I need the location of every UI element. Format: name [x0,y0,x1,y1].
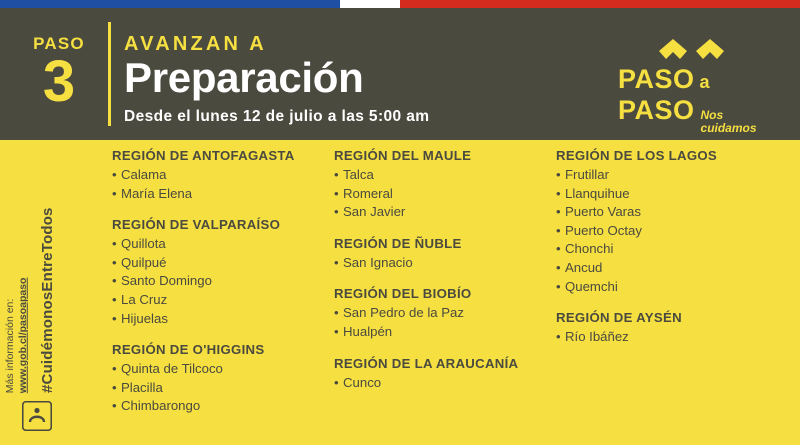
regions-column [112,148,334,440]
commune-item: • Río Ibáñez [556,328,778,347]
chevrons-group [658,36,778,60]
step-badge [18,26,100,118]
brand-tagline: Nos cuidamos [700,108,757,135]
commune-item: • Calama [112,166,334,185]
gobierno-de-chile-logo [22,401,52,431]
chile-flag-strip [0,0,800,8]
commune-item: • Llanquihue [556,185,778,204]
commune-item: • Frutillar [556,166,778,185]
commune-item: • Ancud [556,259,778,278]
region-title: REGIÓN DE LA ARAUCANÍA [334,355,519,371]
region-group [112,342,334,416]
commune-item: • San Ignacio [334,254,556,273]
header-phase-title: Preparación [124,54,364,101]
region-title: REGIÓN DE VALPARAÍSO [112,217,281,233]
more-info-label: Más información en: [3,298,16,393]
commune-item: • San Pedro de la Paz [334,304,556,323]
brand-paso-word: PASO [618,64,695,94]
commune-item: • San Javier [334,203,556,222]
header-kicker: AVANZAN A [124,33,267,55]
commune-item: • La Cruz [112,291,334,310]
chevron-up-icon [658,38,688,60]
region-group [334,286,556,341]
header-text-block [124,34,429,126]
commune-item: • Talca [334,166,556,185]
more-info-url[interactable]: www.gob.cl/pasoapaso [16,277,29,393]
paso-a-paso-logo [618,36,778,135]
commune-item: • Chonchi [556,240,778,259]
step-number: 3 [42,48,76,114]
regions-column [334,148,556,440]
brand-line-two [618,95,778,134]
region-group [112,148,334,203]
region-group [556,310,778,347]
commune-item: • Quinta de Tilcoco [112,360,334,379]
flag-segment-red [400,0,800,8]
brand-paso-word: PASO [618,95,695,125]
region-title: REGIÓN DE O'HIGGINS [112,342,265,358]
commune-item: • María Elena [112,185,334,204]
regions-column [556,148,778,440]
flag-segment-white [340,0,400,8]
commune-item: • Puerto Octay [556,222,778,241]
header-band [0,8,800,140]
commune-item: • Quilpué [112,254,334,273]
region-title: REGIÓN DE AYSÉN [556,310,682,326]
regions-columns [112,148,788,440]
commune-item: • Romeral [334,185,556,204]
region-group [334,356,556,393]
region-group [112,217,334,328]
region-group [334,148,556,222]
commune-item: • Puerto Varas [556,203,778,222]
region-title: REGIÓN DE ÑUBLE [334,235,462,251]
commune-item: • Quillota [112,235,334,254]
brand-a-word: a [699,72,710,92]
step-label: PASO [33,33,85,53]
commune-item: • Hualpén [334,323,556,342]
more-info-block [4,277,30,393]
header-effective-date: Desde el lunes 12 de julio a las 5:00 am [124,108,430,126]
chevron-up-icon [695,38,725,60]
hashtag-text: #CuidémonosEntreTodos [39,207,56,393]
commune-item: • Quemchi [556,278,778,297]
region-title: REGIÓN DE LOS LAGOS [556,148,718,163]
commune-item: • Santo Domingo [112,272,334,291]
region-group [334,236,556,273]
flag-segment-blue [0,0,340,8]
header-divider [108,22,111,126]
commune-item: • Placilla [112,379,334,398]
region-title: REGIÓN DEL MAULE [334,148,472,163]
commune-item: • Hijuelas [112,310,334,329]
region-title: REGIÓN DE ANTOFAGASTA [112,148,295,163]
region-group [556,148,778,296]
commune-item: • Chimbarongo [112,397,334,416]
commune-item: • Cunco [334,374,556,393]
region-title: REGIÓN DEL BIOBÍO [334,286,472,302]
brand-line-one [618,64,778,95]
sidebar [0,140,100,445]
